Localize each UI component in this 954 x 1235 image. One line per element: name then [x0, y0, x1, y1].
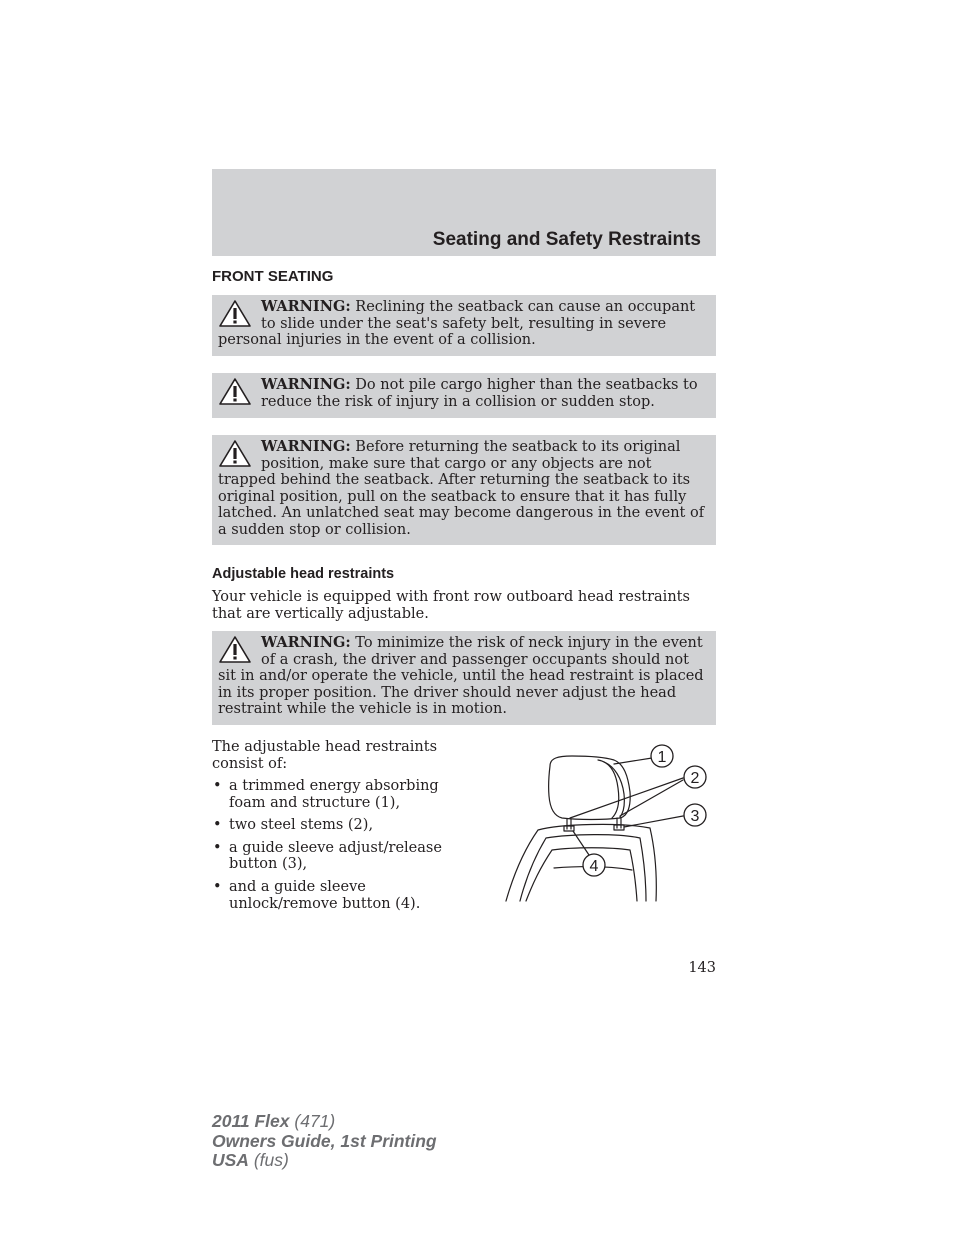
warning-triangle-icon	[218, 439, 252, 467]
page-number: 143	[688, 960, 716, 976]
list-item: • a guide sleeve adjust/release button (3),	[213, 839, 442, 873]
warning-box	[212, 295, 716, 356]
callout-3: 3	[690, 808, 700, 825]
bullet-icon: •	[213, 878, 222, 895]
chapter-title: Seating and Safety Restraints	[432, 229, 701, 250]
section-heading: FRONT SEATING	[212, 268, 334, 285]
list-intro: The adjustable head restraints consist of:	[212, 739, 438, 772]
warning-label: WARNING:	[261, 438, 351, 455]
intro-paragraph: Your vehicle is equipped with front row outboard head restraints that are vertically adjustable.	[212, 589, 690, 622]
footer-edition: Owners Guide, 1st Printing	[212, 1130, 437, 1151]
warning-box	[212, 631, 716, 725]
list-item: • two steel stems (2),	[213, 817, 374, 834]
footer-model: 2011 Flex	[212, 1111, 290, 1131]
footer-market: USA	[212, 1150, 249, 1170]
warning-text: Reclining the seatback can cause an occupant to slide under the seat's safety belt, resulting in severe personal injuries in the event of a collision.	[218, 299, 696, 349]
warning-label: WARNING:	[261, 298, 351, 315]
callout-4: 4	[589, 858, 599, 875]
warning-box	[212, 373, 716, 418]
callout-1: 1	[657, 749, 667, 766]
warning-text: Do not pile cargo higher than the seatbacks to reduce the risk of injury in a collision or sudden stop.	[261, 377, 698, 410]
footer-imprint	[212, 1112, 437, 1171]
chapter-header-band	[212, 169, 716, 256]
footer-market-code: (fus)	[248, 1150, 289, 1170]
warning-triangle-icon	[218, 299, 252, 327]
callout-2: 2	[690, 770, 700, 787]
bullet-icon: •	[213, 778, 222, 794]
list-item: • and a guide sleeve unlock/remove button (4).	[213, 878, 421, 912]
head-restraint-illustration	[500, 738, 720, 908]
warning-text: To minimize the risk of neck injury in the event of a crash, the driver and passenger occupants should not sit in and/or operate the vehicle, until the head restraint is placed in its proper position. The driver should never adjust the head restraint while the vehicle is in motion.	[218, 635, 704, 718]
warning-triangle-icon	[218, 377, 252, 405]
parts-list	[212, 778, 472, 918]
bullet-icon: •	[213, 817, 222, 834]
warning-box	[212, 435, 716, 545]
warning-label: WARNING:	[261, 376, 351, 393]
warning-text: Before returning the seatback to its original position, make sure that cargo or any objects are not trapped behind the seatback. After returning the seatback to its original position, pull on the seatback to ensure that it has fully latched. An unlatched seat may become dangerous in the event of a sudden stop or collision.	[218, 439, 705, 538]
warning-label: WARNING:	[261, 634, 351, 651]
bullet-icon: •	[213, 839, 222, 856]
footer-model-code: (471)	[289, 1111, 336, 1131]
warning-triangle-icon	[218, 635, 252, 663]
subsection-heading: Adjustable head restraints	[212, 566, 395, 582]
list-item: • a trimmed energy absorbing foam and structure (1),	[213, 778, 439, 811]
